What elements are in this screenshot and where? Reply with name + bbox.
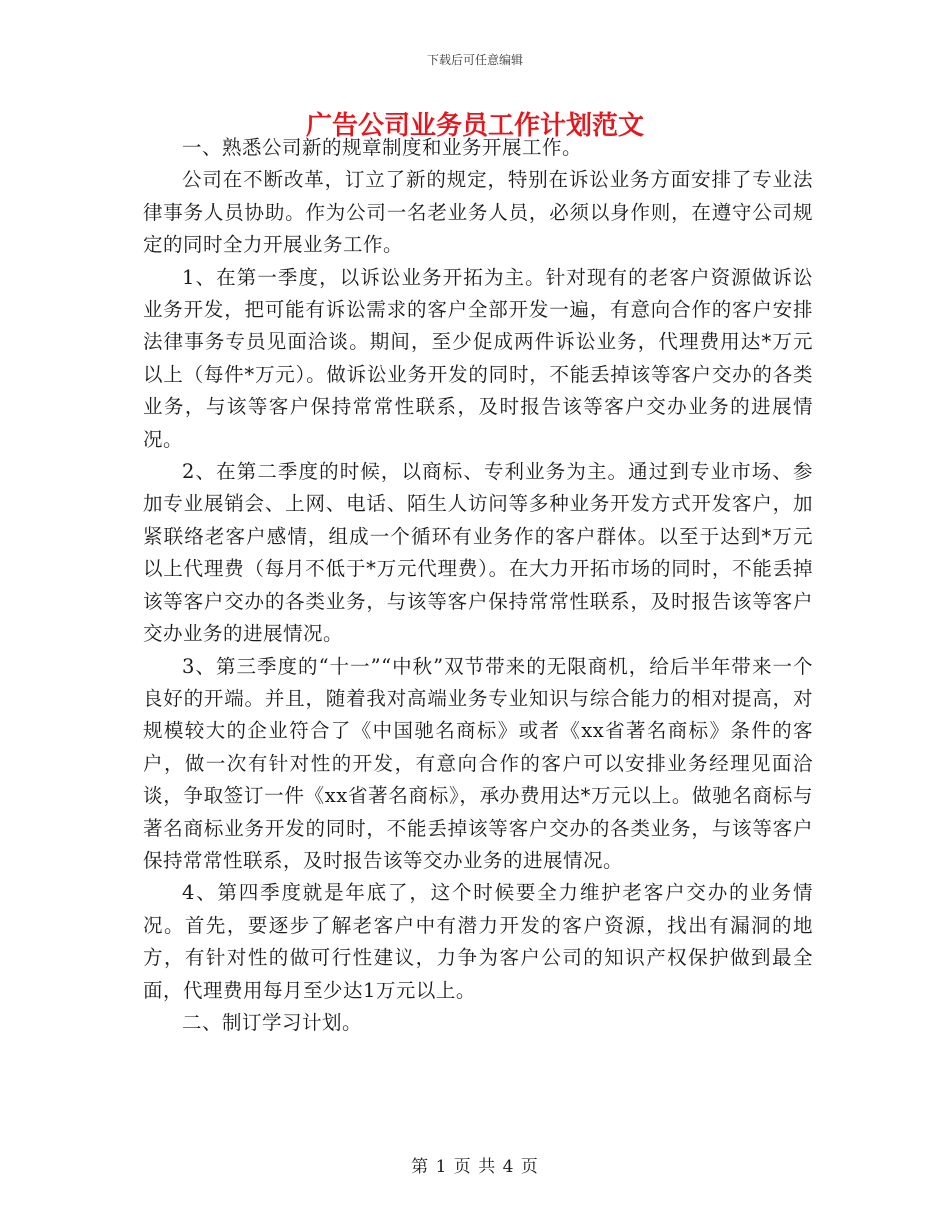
page-header-note: 下载后可任意编辑 [426,53,523,67]
document-body [143,132,813,1039]
paragraph-q3: 3、第三季度的“十一”“中秋”双节带来的无限商机，给后半年带来一个良好的开端。并且，随着我对高端业务专业知识与综合能力的相对提高，对规模较大的企业符合了《中国驰名商标》或者《xx省著名商标》条件的客户，做一次有针对性的开发，有意向合作的客户可以安排业务经理见面洽谈，争取签订一件《xx省著名商标》，承办费用达*万元以上。做驰名商标与著名商标业务开发的同时，不能丢掉该等客户交办的各类业务，与该等客户保持常常性联系，及时报告该等交办业务的进展情况。 [143,654,813,872]
page-number-footer: 第 1 页 共 4 页 [411,1157,539,1177]
paragraph-intro: 公司在不断改革，订立了新的规定，特别在诉讼业务方面安排了专业法律事务人员协助。作为公司一名老业务人员，必须以身作则，在遵守公司规定的同时全力开展业务工作。 [143,168,813,257]
section-heading-1: 一、熟悉公司新的规章制度和业务开展工作。 [182,136,583,159]
paragraph-q1: 1、在第一季度，以诉讼业务开拓为主。针对现有的老客户资源做诉讼业务开发，把可能有诉讼需求的客户全部开发一遍，有意向合作的客户安排法律事务专员见面洽谈。期间，至少促成两件诉讼业务，代理费用达*万元以上（每件*万元）。做诉讼业务开发的同时，不能丢掉该等客户交办的各类业务，与该等客户保持常常性联系，及时报告该等客户交办业务的进展情况。 [143,265,813,451]
document-title: 广告公司业务员工作计划范文 [305,111,644,141]
section-heading-2: 二、制订学习计划。 [182,1010,363,1034]
paragraph-q2: 2、在第二季度的时候，以商标、专利业务为主。通过到专业市场、参加专业展销会、上网、电话、陌生人访问等多种业务开发方式开发客户，加紧联络老客户感情，组成一个循环有业务作的客户群体。以至于达到*万元以上代理费（每月不低于*万元代理费）。在大力开拓市场的同时，不能丢掉该等客户交办的各类业务，与该等客户保持常常性联系，及时报告该等客户交办业务的进展情况。 [143,460,813,646]
paragraph-q4: 4、第四季度就是年底了，这个时候要全力维护老客户交办的业务情况。首先，要逐步了解老客户中有潜力开发的客户资源，找出有漏洞的地方，有针对性的做可行性建议，力争为客户公司的知识产权保护做到最全面，代理费用每月至少达1万元以上。 [143,881,813,1002]
